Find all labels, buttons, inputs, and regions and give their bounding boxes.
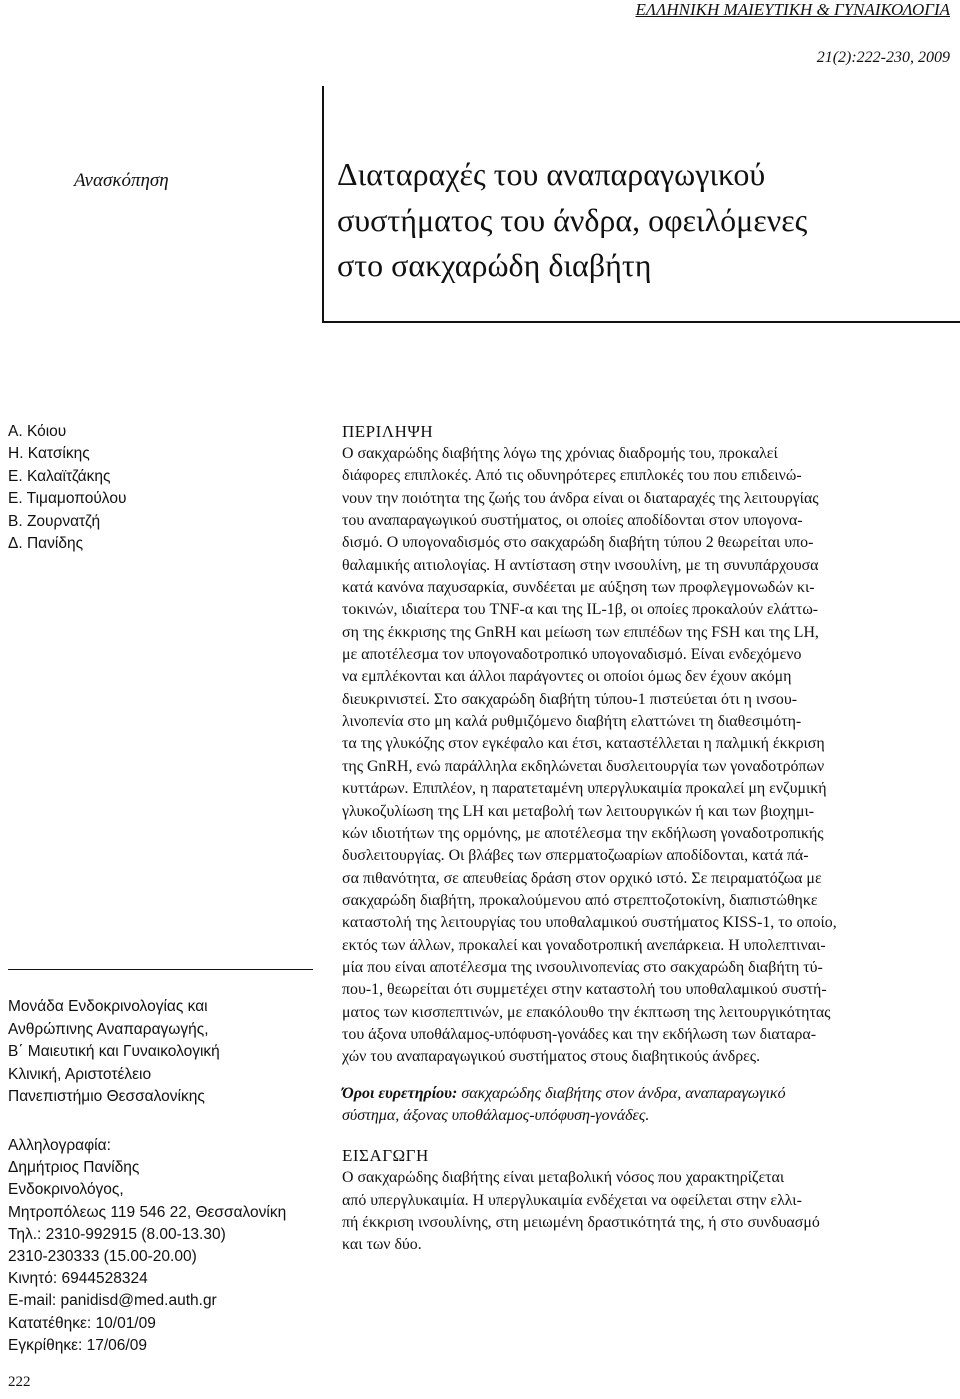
- issue-info: 21(2):222-230, 2009: [816, 49, 950, 66]
- keywords-block: [342, 1083, 956, 1128]
- correspondence-line: Αλληλογραφία:: [8, 1137, 111, 1154]
- author-name: Α. Κόιου: [8, 423, 67, 440]
- abstract-line: γλυκοζυλίωση της LH και μεταβολή των λειτουργικών ή και των βιοχημι-: [342, 802, 815, 820]
- abstract-line: του άξονα υποθάλαμος-υπόφυση-γονάδες και την εκδήλωση των διαταρα-: [342, 1025, 817, 1043]
- abstract-line: κών ιδιοτήτων της ορμόνης, με αποτέλεσμα την εκδήλωση γοναδοτροπικής: [342, 824, 824, 842]
- abstract-line: κατά κανόνα παχυσαρκία, συνδέεται με αύξηση των προφλεγμονωδών κι-: [342, 579, 815, 597]
- title-line: συστήματος του άνδρα, οφειλόμενες: [337, 201, 808, 238]
- journal-title: ΕΛΛΗΝΙΚΗ ΜΑΙΕΥΤΙΚΗ & ΓΥΝΑΙΚΟΛΟΓΙΑ: [635, 0, 950, 19]
- abstract-line: καταστολή της λειτουργίας του υποθαλαμικού συστήματος KISS-1, το οποίο,: [342, 914, 837, 932]
- introduction-line: πή έκκριση ινσουλίνης, στη μειωμένη δραστικότητά της, ή στο συνδυασμό: [342, 1214, 820, 1232]
- title-line: Διαταραχές του αναπαραγωγικού: [337, 156, 766, 192]
- affiliation-line: Ανθρώπινης Αναπαραγωγής,: [8, 1020, 209, 1038]
- article-title: [337, 152, 937, 289]
- abstract-line: που-1, θεωρείται ότι συμμετέχει στην καταστολή του υποθαλαμικού συστή-: [342, 981, 827, 999]
- abstract-body: [342, 443, 956, 1069]
- abstract-line: δυσλειτουργίας. Οι βλάβες των σπερματοζωαρίων αποδίδονται, κατά πά-: [342, 847, 809, 865]
- author-name: Δ. Πανίδης: [8, 535, 84, 553]
- abstract-line: δισμό. Ο υπογοναδισμός στο σακχαρώδη διαβήτη τύπου 2 θεωρείται υπο-: [342, 534, 814, 552]
- abstract-line: του αναπαραγωγικού συστήματος, οι οποίες αποδίδονται στον υπογονα-: [342, 512, 803, 530]
- affiliation-line: Πανεπιστήμιο Θεσσαλονίκης: [8, 1088, 205, 1106]
- affiliation-block: [8, 996, 313, 1109]
- correspondence-line: Μητροπόλεως 119 546 22, Θεσσαλονίκη: [8, 1203, 287, 1221]
- introduction-line: Ο σακχαρώδης διαβήτης είναι μεταβολική νόσος που χαρακτηρίζεται: [342, 1169, 785, 1187]
- header-divider-vertical: [322, 86, 324, 322]
- introduction-line: από υπεργλυκαιμία. Η υπεργλυκαιμία ενδέχεται να οφείλεται στην ελλι-: [342, 1191, 802, 1209]
- correspondence-line: Τηλ.: 2310-992915 (8.00-13.30): [8, 1225, 226, 1243]
- introduction-heading: ΕΙΣΑΓΩΓΗ: [342, 1146, 429, 1166]
- correspondence-line: Ενδοκρινολόγος,: [8, 1181, 124, 1199]
- introduction-body: [342, 1167, 956, 1256]
- abstract-line: θαλαμικής αιτιολογίας. Η αντίσταση στην ινσουλίνη, με τη συνυπάρχουσα: [342, 556, 819, 574]
- accepted-date: Εγκρίθηκε: 17/06/09: [8, 1336, 147, 1354]
- correspondence-line: Δημήτριος Πανίδης: [8, 1159, 140, 1177]
- author-list: [8, 421, 126, 555]
- author-name: Η. Κατσίκης: [8, 445, 90, 463]
- article-type: Ανασκόπηση: [74, 170, 169, 191]
- abstract-line: τα της γλυκόζης στον εγκέφαλο και έτσι, καταστέλλεται η παλμική έκκριση: [342, 735, 825, 753]
- abstract-line: σα πιθανότητα, σε απευθείας δράση στον ορχικό ιστό. Σε πειραματόζωα με: [342, 869, 822, 887]
- abstract-line: χών του αναπαραγωγικού συστήματος στους διαβητικούς άνδρες.: [342, 1048, 761, 1066]
- submitted-date: Κατατέθηκε: 10/01/09: [8, 1314, 156, 1332]
- abstract-line: με αποτέλεσμα τον υπογοναδοτροπικό υπογοναδισμό. Είναι ενδεχόμενο: [342, 646, 802, 664]
- email-address: E-mail: panidisd@med.auth.gr: [8, 1292, 217, 1310]
- keywords-line: σύστημα, άξονας υποθάλαμος-υπόφυση-γονάδες.: [342, 1107, 650, 1125]
- main-column: [342, 421, 956, 1257]
- abstract-line: μία που είναι αποτέλεσμα της ινσουλινοπενίας στο σακχαρώδη διαβήτη τύ-: [342, 958, 823, 976]
- keywords-label: Όροι ευρετηρίου:: [342, 1084, 458, 1102]
- correspondence-line: Κινητό: 6944528324: [8, 1270, 148, 1288]
- abstract-line: κυττάρων. Επιπλέον, η παρατεταμένη υπεργλυκαιμία προκαλεί μη ενζυμική: [342, 780, 827, 798]
- title-line: στο σακχαρώδη διαβήτη: [337, 247, 652, 283]
- affiliation-line: Β΄ Μαιευτική και Γυναικολογική: [8, 1043, 220, 1061]
- abstract-line: λινοπενία στο μη καλά ρυθμιζόμενο διαβήτη ελαττώνει τη διαθεσιμότη-: [342, 713, 802, 731]
- abstract-line: σακχαρώδη διαβήτη, προκαλούμενου από στρεπτοζοτοκίνη, διαπιστώθηκε: [342, 891, 818, 909]
- affiliation-line: Μονάδα Ενδοκρινολογίας και: [8, 998, 208, 1015]
- author-name: Β. Ζουρνατζή: [8, 512, 101, 530]
- keywords-text: σακχαρώδης διαβήτης στον άνδρα, αναπαραγωγικό: [457, 1084, 786, 1102]
- abstract-line: ση της έκκρισης της GnRH και μείωση των επιπέδων της FSH και της LH,: [342, 623, 819, 641]
- keywords-line: [342, 1083, 956, 1105]
- abstract-line: της GnRH, ενώ παράλληλα εκδηλώνεται δυσλειτουργία των γοναδοτρόπων: [342, 757, 825, 775]
- correspondence-block: [8, 1135, 313, 1357]
- author-name: Ε. Τιμαμοπούλου: [8, 490, 127, 508]
- abstract-line: διάφορες επιπλοκές. Από τις οδυνηρότερες επιπλοκές του που επιδεινώ-: [342, 467, 802, 485]
- correspondence-line: 2310-230333 (15.00-20.00): [8, 1248, 197, 1266]
- abstract-line: ματος των κισσπεπτινών, με επακόλουθο την έκπτωση της λειτουργικότητας: [342, 1003, 831, 1021]
- abstract-line: να εμπλέκονται και άλλοι παράγοντες οι οποίοι όμως δεν έχουν ακόμη: [342, 668, 792, 686]
- page-number: 222: [8, 1374, 31, 1390]
- affiliation-line: Κλινική, Αριστοτέλειο: [8, 1065, 152, 1083]
- abstract-line: Ο σακχαρώδης διαβήτης λόγω της χρόνιας διαδρομής του, προκαλεί: [342, 445, 778, 462]
- abstract-heading: ΠΕΡΙΛΗΨΗ: [342, 422, 434, 441]
- abstract-line: τοκινών, ιδιαίτερα του TNF-α και της IL-1β, οι οποίες προκαλούν ελάττω-: [342, 601, 819, 619]
- header-divider-horizontal: [322, 321, 960, 323]
- sidebar-divider: [8, 969, 313, 970]
- abstract-line: νουν την ποιότητα της ζωής του άνδρα είναι οι διαταραχές της λειτουργίας: [342, 489, 819, 507]
- abstract-line: διευκρινιστεί. Στο σακχαρώδη διαβήτη τύπου-1 πιστεύεται ότι η ινσου-: [342, 690, 798, 708]
- abstract-line: εκτός των άλλων, προκαλεί και γοναδοτροπική ανεπάρκεια. Η υπολεπτιναι-: [342, 936, 826, 954]
- author-name: Ε. Καλαϊτζάκης: [8, 467, 111, 485]
- introduction-line: και των δύο.: [342, 1236, 422, 1254]
